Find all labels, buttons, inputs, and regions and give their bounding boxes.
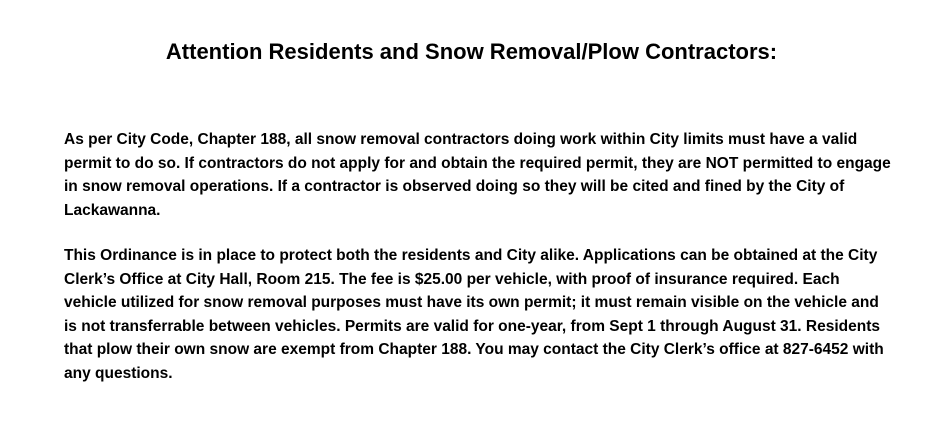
notice-body: [64, 128, 894, 407]
permit-requirement-paragraph: As per City Code, Chapter 188, all snow removal contractors doing work within City limits must have a valid permit to do so. If contractors do not apply for and obtain the required permit, they are NOT permitted to engage in snow removal operations. If a contractor is observed doing so they will be cited and fined by the City of Lackawanna.: [64, 131, 891, 219]
notice-title: Attention Residents and Snow Removal/Plow Contractors:: [165, 39, 778, 64]
ordinance-details-paragraph: This Ordinance is in place to protect both the residents and City alike. Applications can be obtained at the City Clerk’s Office at City Hall, Room 215. The fee is $25.00 per vehicle, with proof of insurance required. Each vehicle utilized for snow removal purposes must have its own permit; it must remain visible on the vehicle and is not transferrable between vehicles. Permits are valid for one-year, from Sept 1 through August 31. Residents that plow their own snow are exempt from Chapter 188. You may contact the City Clerk’s office at 827-6452 with any questions.: [64, 247, 884, 382]
